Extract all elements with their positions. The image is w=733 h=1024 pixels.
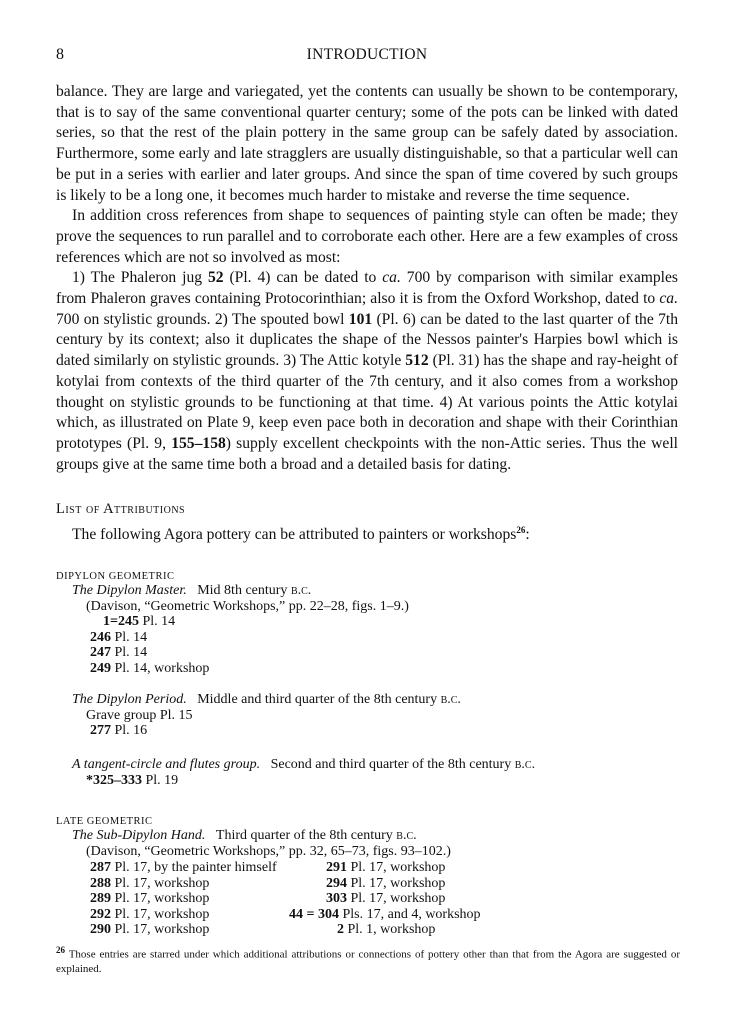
bc-abbrev: b.c.	[290, 583, 312, 598]
catalog-number: 249	[90, 661, 111, 676]
attribution-entry	[90, 876, 209, 892]
attribution-entry	[337, 922, 435, 938]
reference-note: (Davison, “Geometric Workshops,” pp. 32, 65–73, figs. 93–102.)	[86, 844, 451, 859]
circa-abbrev: ca.	[382, 269, 401, 287]
catalog-number: 288	[90, 876, 111, 891]
p3-text: (Pl. 4) can be dated to	[223, 269, 383, 287]
catalog-number: 292	[90, 907, 111, 922]
painter-date: Middle and third quarter of the 8th century	[197, 692, 438, 707]
plate-ref: Pl. 17, workshop	[114, 891, 210, 906]
attribution-entry	[90, 723, 147, 739]
attribution-entry	[90, 860, 277, 876]
p3-text: (Pl. 31) has the shape and ray-height of kotylai from contexts of the third quarter of the 7th century, and it also comes from a workshop thought on stylistic grounds to be functioning at that time. 4) At various points the Attic kotylai which, as illustrated on Plate 9, keep even pace both in decoration and shape with their Corinthian prototypes (Pl. 9,	[56, 352, 679, 452]
painter-heading	[72, 583, 311, 599]
painter-date: Mid 8th century	[197, 583, 288, 598]
section-intro	[72, 525, 530, 544]
attribution-entry	[90, 907, 209, 923]
plate-ref: Pl. 17, workshop	[114, 876, 210, 891]
paragraph-1: balance. They are large and variegated, yet the contents can usually be shown to be contemporary, that is to say of the same conventional quarter century; some of the pots can be linked with dated series, so that the rest of the plain pottery in the same group can be safely dated by association. Furthermore, some early and late stragglers are usually distinguishable, so that a particular well can be put in a series with earlier and later groups. And since the span of time covered by such groups is likely to be a long one, it becomes much harder to mistake and reverse the time sequence.	[56, 83, 678, 204]
painter-name: A tangent-circle and flutes group.	[72, 757, 261, 772]
paragraph-2: In addition cross references from shape to sequences of painting style can often be made; they prove the sequences to run parallel and to corroborate each other. Here are a few examples of cross references which are not so involved as most:	[56, 207, 678, 266]
p3-text: (Pl. 6) can be dated to the last quarter of the 7th century by its context; also it duplicates the shape of the Nessos painter's Harpies bowl which is dated similarly on stylistic grounds. 3) The Attic kotyle	[56, 310, 679, 370]
painter-heading	[72, 828, 417, 844]
catalog-number: 44 = 304	[289, 907, 339, 922]
attribution-entry	[90, 891, 209, 907]
painter-name: The Dipylon Master.	[72, 583, 187, 598]
attribution-entry	[86, 773, 178, 789]
plate-ref: Pl. 17, workshop	[350, 876, 446, 891]
painter-date: Second and third quarter of the 8th century	[270, 757, 512, 772]
section-title: List of Attributions	[56, 501, 186, 517]
group-label-dipylon: DIPYLON GEOMETRIC	[56, 571, 175, 582]
intro-end: :	[525, 526, 530, 544]
plate-ref: Pl. 16	[114, 723, 148, 738]
catalog-number: 2	[337, 922, 344, 937]
catalog-number: 289	[90, 891, 111, 906]
plate-ref: Pl. 17, workshop	[114, 907, 210, 922]
bc-abbrev: b.c.	[396, 828, 417, 843]
attribution-entry	[103, 614, 175, 630]
bc-abbrev: b.c.	[514, 757, 536, 772]
body-text	[56, 82, 678, 475]
page-number: 8	[56, 46, 64, 63]
paragraph-3	[56, 268, 678, 475]
attribution-entry	[326, 891, 445, 907]
painter-heading	[72, 692, 461, 708]
painter-heading	[72, 757, 535, 773]
footnote	[56, 943, 680, 976]
footnote-marker: 26	[56, 945, 65, 955]
catalog-number: 512	[405, 352, 429, 370]
attribution-entry	[90, 922, 209, 938]
catalog-number: *325–333	[86, 773, 142, 788]
group-label-late-geometric: LATE GEOMETRIC	[56, 816, 153, 827]
attribution-entry	[90, 661, 209, 677]
reference-note: (Davison, “Geometric Workshops,” pp. 22–28, figs. 1–9.)	[86, 599, 409, 614]
catalog-number: 277	[90, 723, 111, 738]
plate-ref: Pl. 14	[114, 630, 148, 645]
p3-text: 700 by comparison with similar examples from Phaleron graves containing Protocorinthian; also it is from the Oxford Workshop, dated to	[56, 269, 678, 308]
catalog-number: 246	[90, 630, 111, 645]
attribution-entry	[326, 876, 445, 892]
plate-ref: Pl. 17, by the painter himself	[114, 860, 277, 875]
attribution-entry	[90, 630, 147, 646]
plate-ref: Pls. 17, and 4, workshop	[342, 907, 481, 922]
footnote-text: Those entries are starred under which additional attributions or connections of pottery other than that from the Agora are suggested or explained.	[56, 948, 680, 975]
plate-ref: Pl. 14	[142, 614, 176, 629]
plate-ref: Pl. 19	[145, 773, 179, 788]
painter-name: The Sub-Dipylon Hand.	[72, 828, 206, 843]
catalog-number: 52	[207, 269, 224, 287]
intro-text: The following Agora pottery can be attributed to painters or workshops	[72, 526, 517, 544]
attribution-entry	[326, 860, 445, 876]
p3-text: ) supply excellent checkpoints with the non-Attic series. Thus the well groups give at the same time both a broad and a detailed basis for dating.	[56, 434, 678, 473]
catalog-number: 155–158	[171, 434, 226, 452]
p3-text: 700 on stylistic grounds. 2) The spouted bowl	[56, 310, 349, 328]
catalog-number: 294	[326, 876, 347, 891]
painter-date: Third quarter of the 8th century	[215, 828, 393, 843]
running-head: INTRODUCTION	[306, 46, 428, 63]
page-header	[50, 46, 684, 68]
catalog-number: 291	[326, 860, 347, 875]
catalog-number: 1=245	[103, 614, 139, 629]
plate-ref: Pl. 1, workshop	[347, 922, 436, 937]
plate-ref: Pl. 17, workshop	[114, 922, 210, 937]
catalog-number: 247	[90, 645, 111, 660]
plate-ref: Pl. 14, workshop	[114, 661, 210, 676]
circa-abbrev: ca.	[659, 290, 678, 308]
plate-ref: Pl. 17, workshop	[350, 891, 446, 906]
grave-group: Grave group Pl. 15	[86, 708, 193, 723]
catalog-number: 287	[90, 860, 111, 875]
attribution-entry	[289, 907, 481, 923]
catalog-number: 101	[348, 310, 373, 328]
catalog-number: 290	[90, 922, 111, 937]
painter-name: The Dipylon Period.	[72, 692, 187, 707]
plate-ref: Pl. 14	[114, 645, 148, 660]
attribution-entry	[90, 645, 147, 661]
catalog-number: 303	[326, 891, 347, 906]
footnote-ref: 26	[516, 525, 526, 535]
bc-abbrev: b.c.	[440, 692, 461, 707]
plate-ref: Pl. 17, workshop	[350, 860, 446, 875]
p3-text: 1) The Phaleron jug	[72, 269, 208, 287]
